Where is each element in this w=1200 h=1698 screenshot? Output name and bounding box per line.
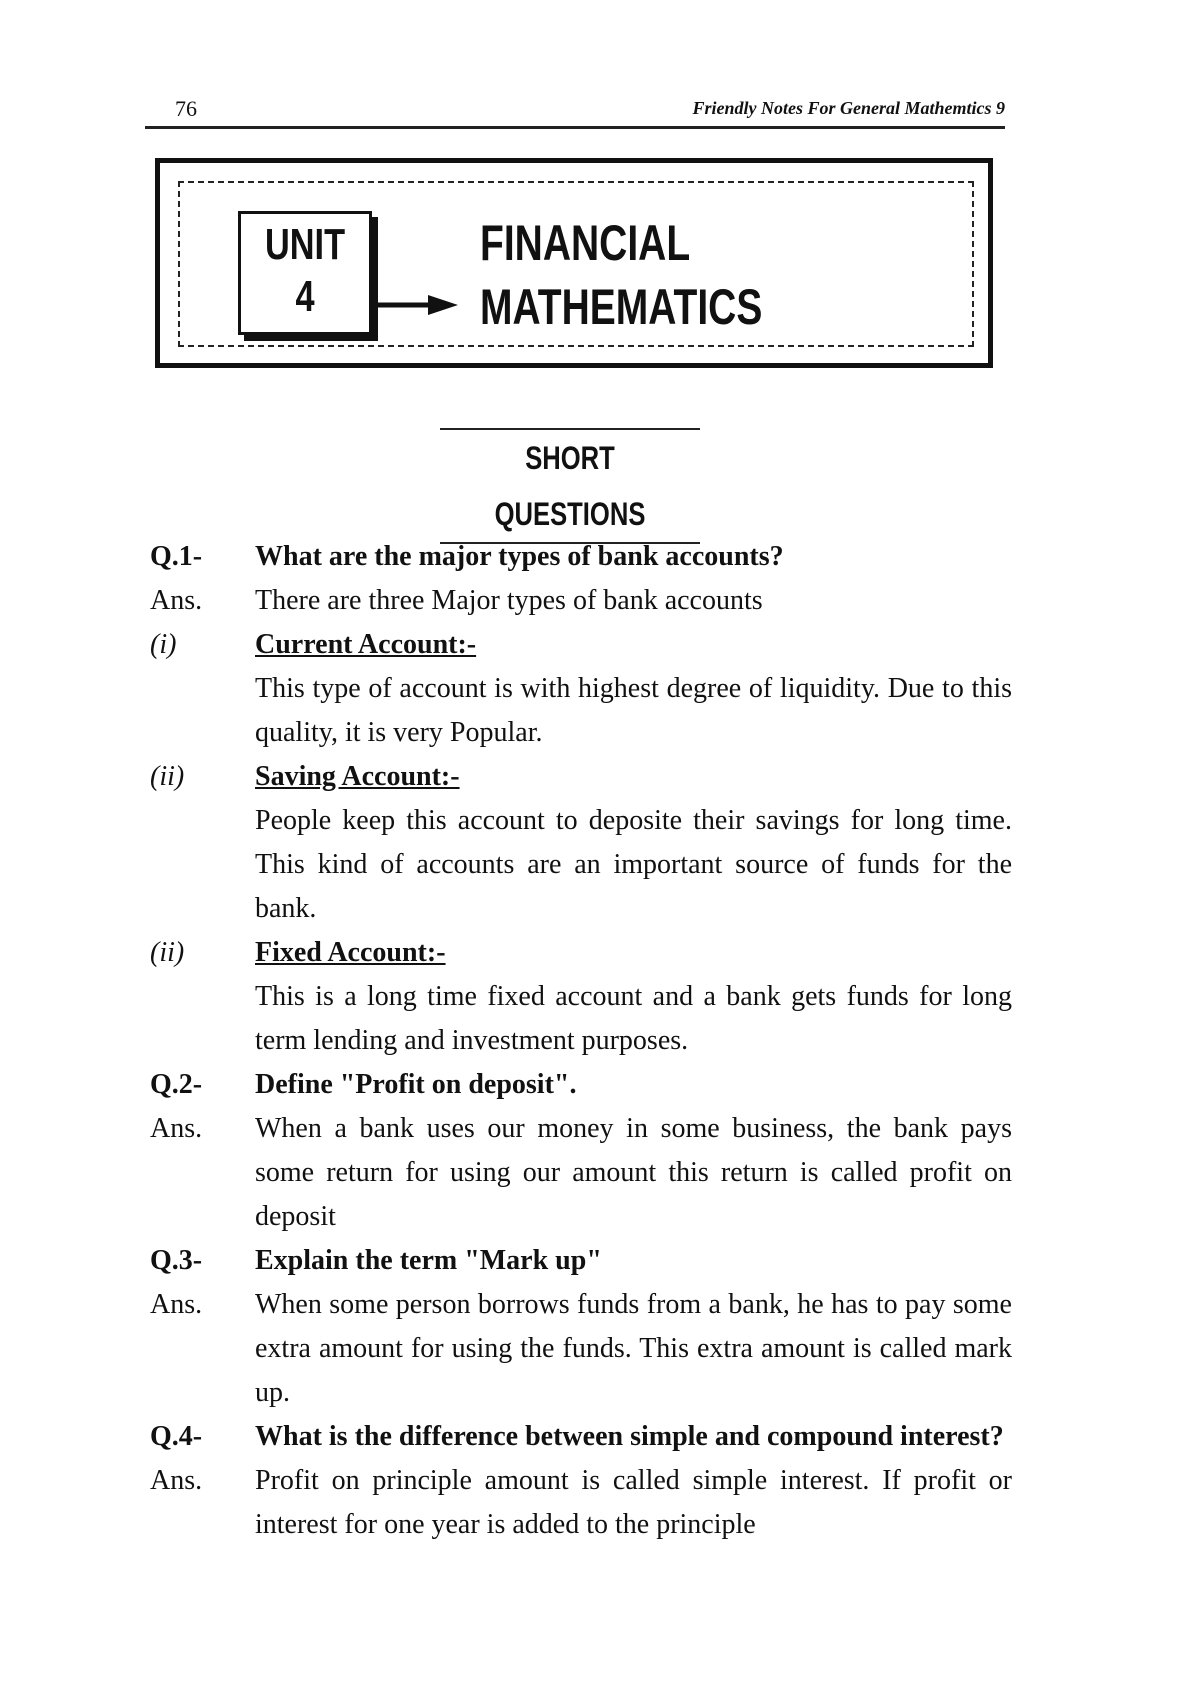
indent-spacer: [150, 667, 255, 755]
unit-title-line2: MATHEMATICS: [480, 279, 763, 335]
question-label: Q.3-: [150, 1245, 203, 1276]
item-text: People keep this account to deposite their savings for long time. This kind of accounts are an important source of funds for the bank.: [255, 805, 1012, 924]
indent-spacer: [150, 975, 255, 1063]
question-row: [150, 1063, 1012, 1107]
unit-banner: [155, 158, 993, 368]
section-heading: [440, 428, 700, 544]
running-title: Friendly Notes For General Mathemtics 9: [692, 98, 1005, 118]
unit-title: [480, 211, 762, 339]
item-title: Fixed Account:-: [255, 937, 446, 968]
indent-spacer: [150, 799, 255, 931]
item-label: (ii): [150, 937, 185, 968]
unit-label: UNIT: [264, 220, 346, 269]
question-text: What is the difference between simple and compound interest?: [255, 1421, 1004, 1452]
item-title: Current Account:-: [255, 629, 477, 660]
question-text: Define "Profit on deposit".: [255, 1069, 577, 1100]
answer-label: Ans.: [150, 1113, 203, 1144]
subheading-row: [150, 755, 1012, 799]
question-row: [150, 1239, 1012, 1283]
answer-row: [150, 1107, 1012, 1239]
subheading-row: [150, 931, 1012, 975]
answer-text: Profit on principle amount is called simple interest. If profit or interest for one year is added to the principle: [255, 1465, 1012, 1540]
question-row: [150, 535, 1012, 579]
item-label: (i): [150, 629, 177, 660]
unit-banner-inner: [178, 181, 974, 347]
page-number: 76: [175, 96, 197, 121]
section-heading-text: SHORT QUESTIONS: [494, 440, 646, 532]
question-text: Explain the term "Mark up": [255, 1245, 602, 1276]
question-label: Q.1-: [150, 541, 203, 572]
answer-text: There are three Major types of bank accounts: [255, 585, 763, 616]
answer-label: Ans.: [150, 1465, 203, 1496]
answer-row: [150, 1283, 1012, 1415]
unit-tab: [238, 211, 372, 335]
question-label: Q.4-: [150, 1421, 203, 1452]
subheading-row: [150, 623, 1012, 667]
item-label: (ii): [150, 761, 185, 792]
question-label: Q.2-: [150, 1069, 203, 1100]
answer-text: When a bank uses our money in some business, the bank pays some return for using our amount this return is called profit on deposit: [255, 1113, 1012, 1232]
answer-row: [150, 1459, 1012, 1547]
item-body-row: [150, 975, 1012, 1063]
page-header: [145, 96, 1005, 129]
item-text: This type of account is with highest degree of liquidity. Due to this quality, it is very Popular.: [255, 673, 1012, 748]
answer-row: [150, 579, 1012, 623]
answer-label: Ans.: [150, 1289, 203, 1320]
answer-text: When some person borrows funds from a bank, he has to pay some extra amount for using the funds. This extra amount is called mark up.: [255, 1289, 1012, 1408]
item-text: This is a long time fixed account and a bank gets funds for long term lending and investment purposes.: [255, 981, 1012, 1056]
unit-number: 4: [295, 272, 315, 321]
arrow-right-icon: [370, 277, 460, 317]
item-title: Saving Account:-: [255, 761, 460, 792]
question-row: [150, 1415, 1012, 1459]
unit-title-line1: FINANCIAL: [480, 215, 691, 271]
item-body-row: [150, 799, 1012, 931]
item-body-row: [150, 667, 1012, 755]
answer-label: Ans.: [150, 585, 203, 616]
question-text: What are the major types of bank accounts?: [255, 541, 784, 572]
questions-list: [150, 535, 1012, 1547]
